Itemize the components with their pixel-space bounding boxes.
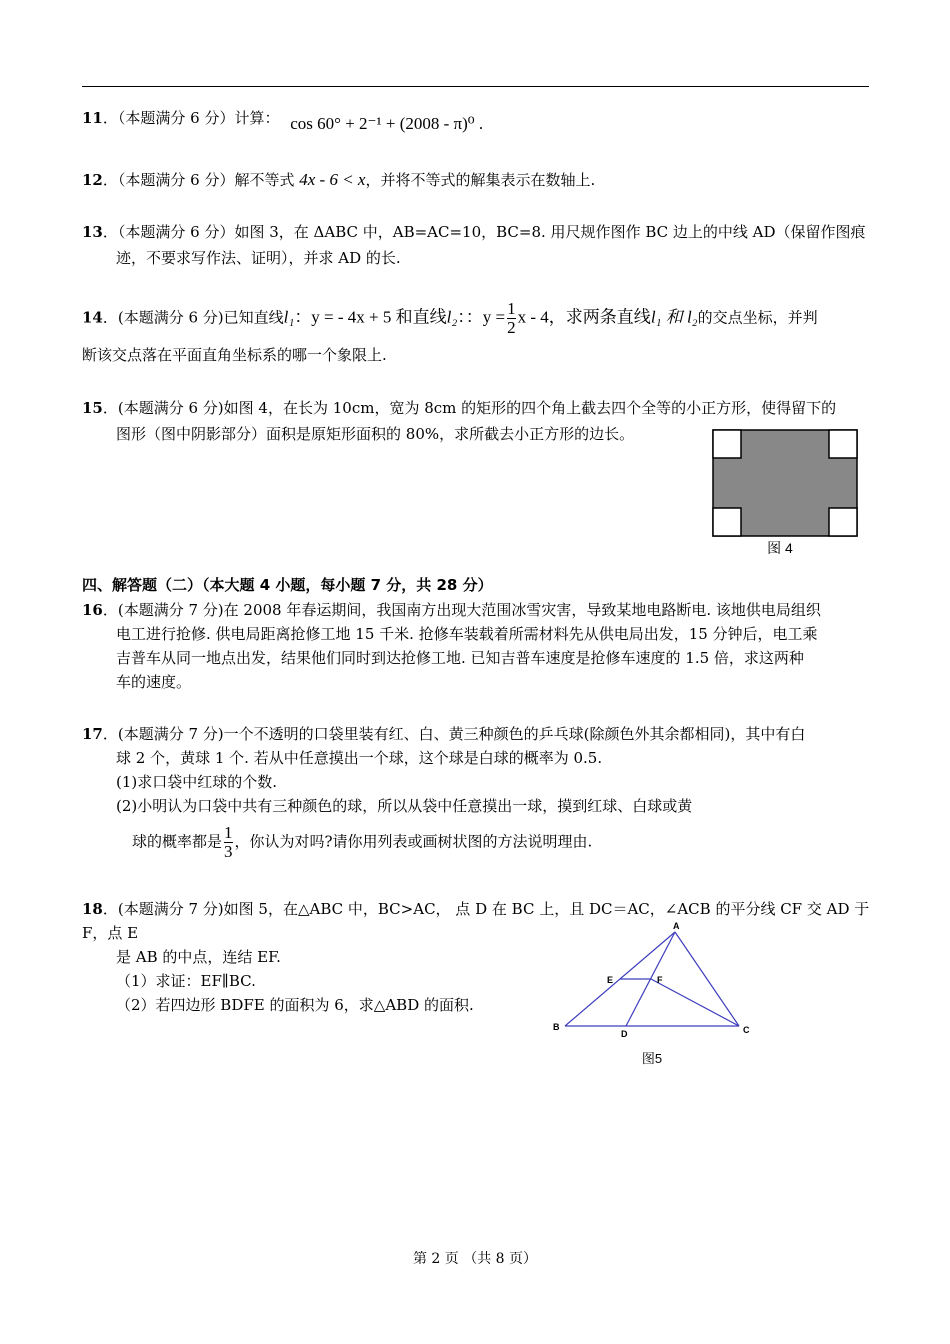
- question-13: [82, 220, 872, 270]
- question-text: 图形（图中阴影部分）面积是原矩形面积的 80%，求所截去小正方形的边长。: [116, 425, 635, 443]
- question-number: 16: [82, 601, 103, 619]
- question-number: 14: [82, 308, 103, 327]
- question-text: 是 AB 的中点，连结 EF.: [116, 948, 281, 966]
- vertex-label-c: C: [743, 1025, 750, 1035]
- vertex-label-f: F: [657, 975, 663, 985]
- math-expression: 4x - 6 < x: [299, 170, 366, 189]
- line-l2: l₂: [446, 307, 458, 327]
- sub-question: (2)小明认为口袋中共有三种颜色的球，所以从袋中任意摸出一球，摸到红球、白球或黄: [116, 797, 693, 815]
- figure-4: [710, 428, 860, 560]
- corner-square: [713, 508, 741, 536]
- corner-square: [713, 430, 741, 458]
- section-heading: 四、解答题（二）（本大题 4 小题，每小题 7 分，共 28 分）: [82, 576, 493, 594]
- fraction-one-half: [507, 300, 516, 337]
- question-text: 电工进行抢修. 供电局距离抢修工地 15 千米. 抢修车装载着所需材料先从供电局出发，15 分钟后，电工乘: [116, 625, 818, 643]
- question-text: ．(本题满分 7 分)在 2008 年春运期间，我国南方出现大范围冰雪灾害，导致某地电路断电. 该地供电局组织: [102, 601, 821, 619]
- fraction-numerator: 1: [224, 823, 233, 842]
- vertex-label-a: A: [673, 921, 680, 931]
- figure-5: [545, 920, 765, 1070]
- sub-question: [82, 824, 872, 861]
- question-text: ．(本题满分 6 分)如图 4，在长为 10cm，宽为 8cm 的矩形的四个角上截去四个全等的小正方形，使得留下的: [102, 399, 837, 417]
- question-text: 迹，不要求写作法、证明），并求 AD 的长.: [116, 249, 401, 267]
- question-text: ．（本题满分 6 分）解不等式: [102, 171, 295, 189]
- question-number: 11: [82, 109, 103, 127]
- math-expression: cos 60° + 2⁻¹ + (2008 - π)⁰ .: [290, 114, 484, 133]
- question-text: ．（本题满分 6 分）计算：: [102, 109, 280, 127]
- fraction-denominator: 3: [224, 842, 233, 861]
- vertex-label-b: B: [553, 1022, 560, 1032]
- question-text: 球 2 个，黄球 1 个. 若从中任意摸出一个球，这个球是白球的概率为 0.5.: [116, 749, 603, 767]
- segment-cf: [651, 979, 739, 1026]
- question-number: 12: [82, 171, 103, 189]
- segment-ac: [675, 932, 739, 1026]
- figure-caption: 图 4: [767, 540, 793, 556]
- equation-l1: ：y = - 4x + 5 和直线: [294, 307, 447, 327]
- lines-reference: l₁ 和 l₂: [650, 307, 698, 327]
- fraction-numerator: 1: [507, 299, 516, 318]
- corner-square: [829, 508, 857, 536]
- vertex-label-d: D: [621, 1029, 628, 1039]
- sub-question: （1）求证：EF∥BC.: [116, 972, 256, 990]
- line-l1: l₁: [283, 307, 295, 327]
- question-number: 18: [82, 900, 103, 918]
- question-text: ．（本题满分 6 分）如图 3，在 ΔABC 中，AB=AC=10，BC=8. 用尺规作图作 BC 边上的中线 AD（保留作图痕: [102, 223, 866, 241]
- question-text: 的交点坐标，并判: [697, 308, 818, 327]
- fraction-denominator: 2: [507, 318, 516, 337]
- sub-question-text: 球的概率都是: [132, 832, 223, 851]
- corner-square: [829, 430, 857, 458]
- question-number: 15: [82, 399, 103, 417]
- page-footer: 第 2 页 （共 8 页）: [412, 1251, 538, 1267]
- question-text: 车的速度。: [116, 673, 192, 691]
- question-text: ．(本题满分 6 分)已知直线: [102, 308, 284, 327]
- figure-caption: 图5: [641, 1051, 663, 1066]
- question-14: [82, 300, 872, 367]
- question-text: ．(本题满分 7 分)如图 5，在△ABC 中，BC>AC， 点 D 在 BC 上，且 DC＝AC，∠ACB 的平分线 CF 交 AD 于 F，点 E: [82, 900, 870, 942]
- question-text: ，并将不等式的解集表示在数轴上.: [365, 171, 596, 189]
- equation-l2: x - 4，求两条直线: [517, 307, 651, 327]
- question-text: 吉普车从同一地点出发，结果他们同时到达抢修工地. 已知吉普车速度是抢修车速度的 1.5 倍，求这两种: [116, 649, 804, 667]
- question-12: [82, 168, 872, 192]
- sub-question: (1)求口袋中红球的个数.: [116, 773, 278, 791]
- fraction-one-third: [224, 824, 233, 861]
- question-11: [82, 106, 872, 133]
- sub-question: （2）若四边形 BDFE 的面积为 6，求△ABD 的面积.: [116, 996, 474, 1014]
- vertex-label-e: E: [607, 975, 614, 985]
- question-text: 断该交点落在平面直角坐标系的哪一个象限上.: [82, 346, 387, 364]
- equation-label: ：：y =: [457, 307, 506, 327]
- question-number: 17: [82, 725, 103, 743]
- top-rule: [82, 86, 869, 87]
- question-17: [82, 722, 872, 861]
- sub-question-text: ，你认为对吗?请你用列表或画树状图的方法说明理由.: [234, 832, 593, 851]
- question-text: ．(本题满分 7 分)一个不透明的口袋里装有红、白、黄三种颜色的乒乓球(除颜色外其余都相同)，其中有白: [102, 725, 806, 743]
- question-16: [82, 598, 872, 694]
- question-number: 13: [82, 223, 103, 241]
